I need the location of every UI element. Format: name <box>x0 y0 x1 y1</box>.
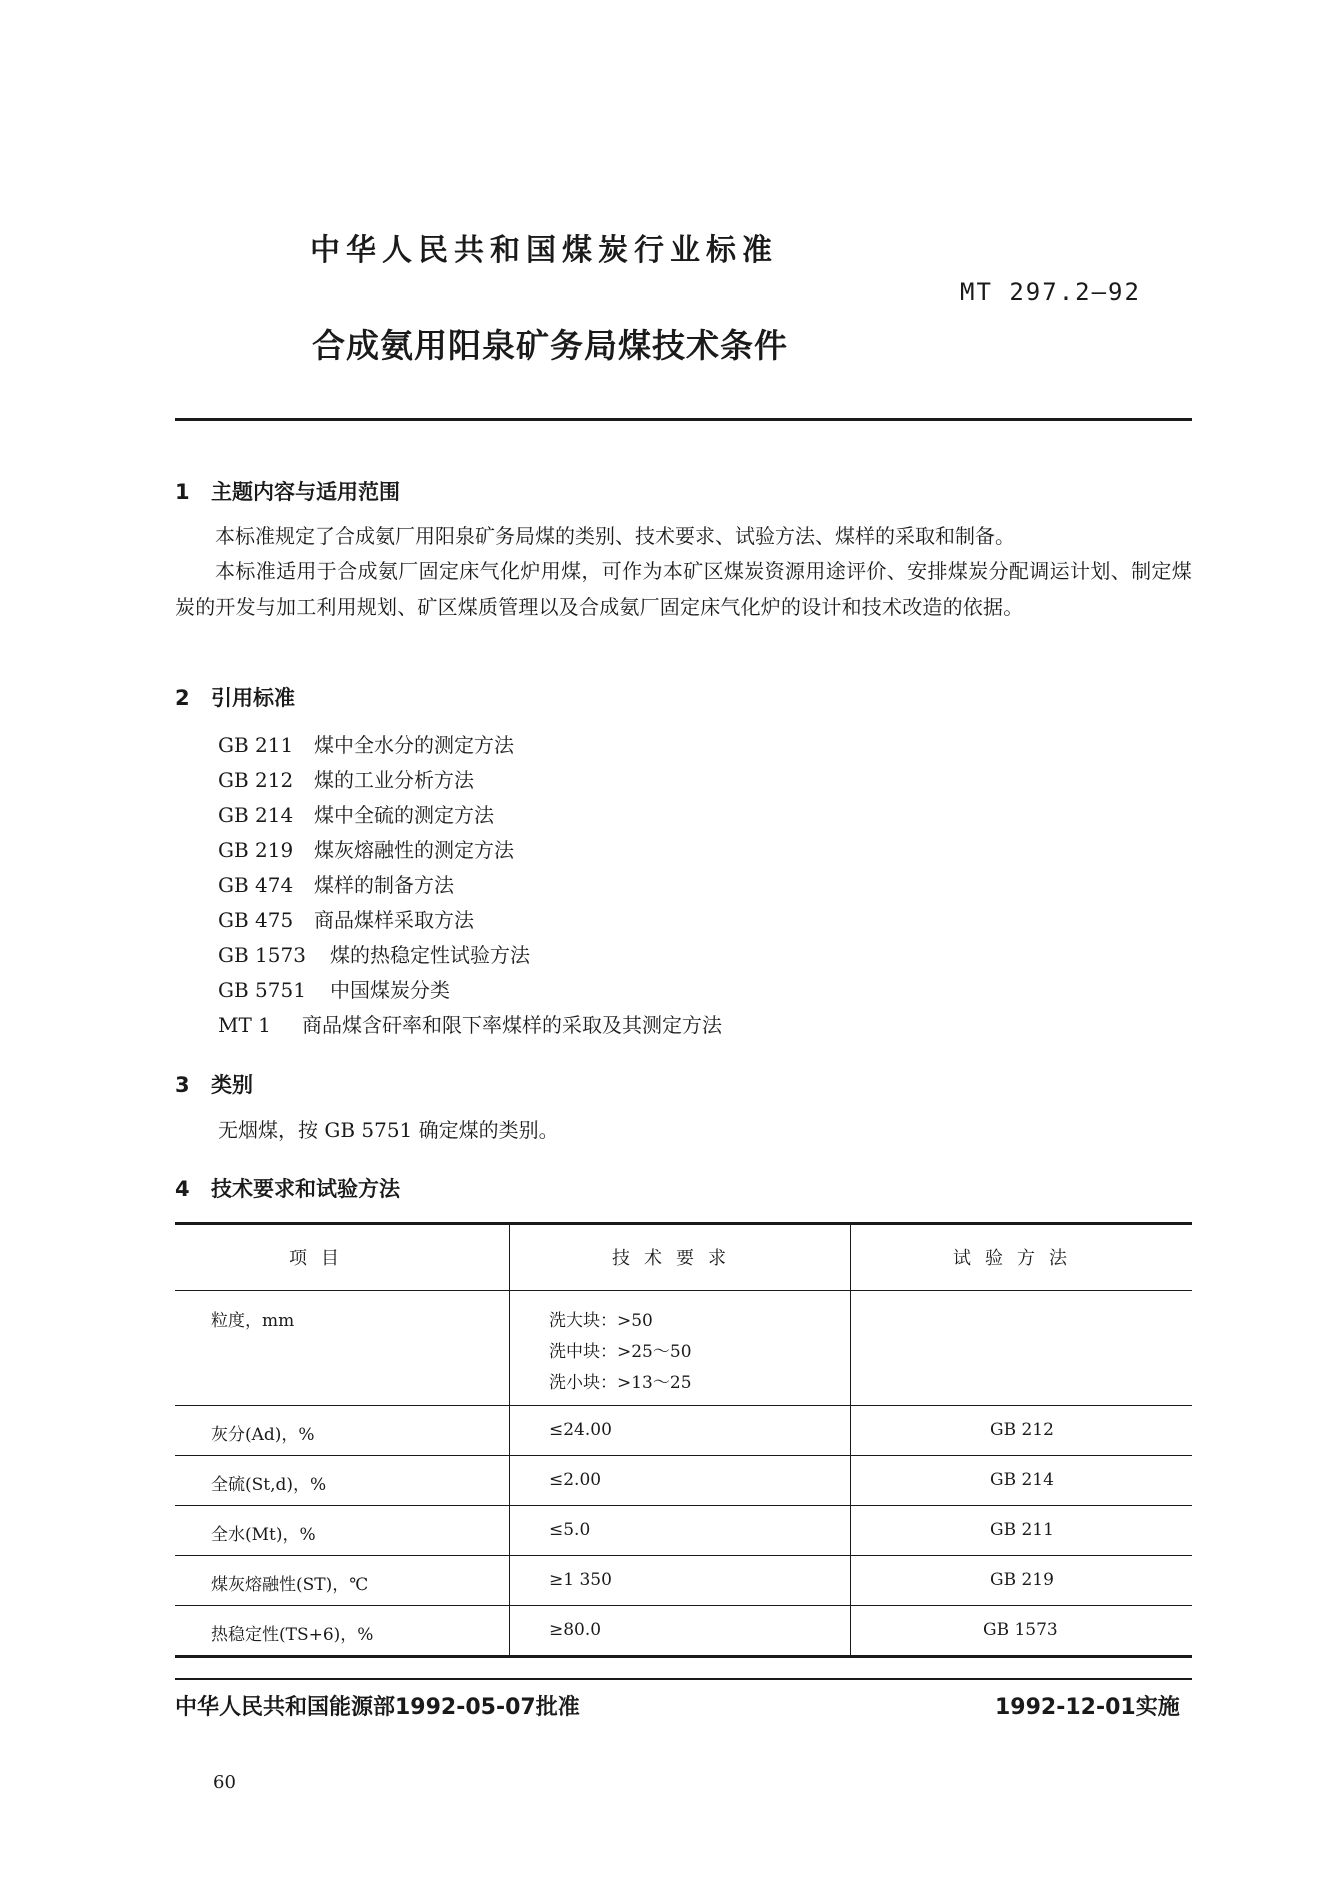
reference-item <box>218 973 722 1008</box>
table-row-divider <box>175 1455 1192 1456</box>
reference-item <box>218 903 722 938</box>
reference-name: 中国煤炭分类 <box>330 978 450 1002</box>
reference-item <box>218 1008 722 1043</box>
reference-name: 煤的热稳定性试验方法 <box>330 943 530 967</box>
table-column-divider <box>850 1222 851 1658</box>
reference-code: GB 212 <box>218 768 294 792</box>
table-cell-item: 全硫(St,d)，% <box>211 1475 327 1495</box>
header-method: 试验方法 <box>953 1248 1081 1269</box>
requirements-table <box>175 1222 1192 1658</box>
table-top-border <box>175 1222 1192 1225</box>
table-cell-requirement: 洗大块：>50 <box>549 1311 653 1331</box>
doc-title: 合成氨用阳泉矿务局煤技术条件 <box>312 326 788 365</box>
section-2-heading <box>175 682 295 712</box>
reference-code: MT 1 <box>218 1013 271 1037</box>
reference-name: 商品煤含矸率和限下率煤样的采取及其测定方法 <box>302 1013 722 1037</box>
reference-code: GB 214 <box>218 803 294 827</box>
header-title: 中华人民共和国煤炭行业标准 <box>310 233 778 268</box>
table-cell-requirement: ≤24.00 <box>549 1420 612 1440</box>
section-title: 类别 <box>211 1073 253 1097</box>
table-bottom-border <box>175 1655 1192 1658</box>
table-cell-item: 粒度，mm <box>211 1311 295 1331</box>
reference-list <box>218 728 722 1043</box>
table-cell-requirement: ≤2.00 <box>549 1470 602 1490</box>
reference-name: 煤中全水分的测定方法 <box>314 733 514 757</box>
reference-code: GB 475 <box>218 908 294 932</box>
table-row-divider <box>175 1505 1192 1506</box>
table-row-divider <box>175 1605 1192 1606</box>
table-cell-method: GB 219 <box>990 1570 1054 1590</box>
table-cell-method: GB 214 <box>990 1470 1054 1490</box>
section-4-heading <box>175 1173 400 1203</box>
section-number: 1 <box>175 480 190 504</box>
section-title: 技术要求和试验方法 <box>211 1177 400 1201</box>
table-row-divider <box>175 1405 1192 1406</box>
reference-name: 商品煤样采取方法 <box>314 908 474 932</box>
reference-name: 煤的工业分析方法 <box>314 768 474 792</box>
table-cell-item: 灰分(Ad)，% <box>211 1425 315 1445</box>
table-cell-method: GB 212 <box>990 1420 1054 1440</box>
header-requirement: 技术要求 <box>612 1248 740 1269</box>
section-number: 4 <box>175 1177 190 1201</box>
table-cell-requirement: 洗小块：>13～25 <box>549 1373 692 1393</box>
section-3-paragraph: 无烟煤，按 GB 5751 确定煤的类别。 <box>218 1118 559 1142</box>
reference-item <box>218 763 722 798</box>
reference-code: GB 474 <box>218 873 294 897</box>
header-item: 项目 <box>289 1248 353 1269</box>
reference-code: GB 5751 <box>218 978 306 1002</box>
table-cell-item: 全水(Mt)，% <box>211 1525 316 1545</box>
table-column-divider <box>509 1222 510 1658</box>
footer-divider <box>175 1678 1192 1680</box>
reference-name: 煤样的制备方法 <box>314 873 454 897</box>
reference-item <box>218 833 722 868</box>
table-cell-item: 热稳定性(TS+6)，% <box>211 1625 374 1645</box>
section-title: 引用标准 <box>211 686 295 710</box>
reference-item <box>218 938 722 973</box>
section-1-heading <box>175 476 400 506</box>
reference-name: 煤中全硫的测定方法 <box>314 803 494 827</box>
header-divider <box>175 418 1192 421</box>
reference-code: GB 1573 <box>218 943 306 967</box>
table-cell-requirement: 洗中块：>25～50 <box>549 1342 692 1362</box>
table-cell-requirement: ≤5.0 <box>549 1520 591 1540</box>
reference-item <box>218 868 722 903</box>
section-3-heading <box>175 1069 253 1099</box>
table-cell-requirement: ≥1 350 <box>549 1570 612 1590</box>
table-cell-requirement: ≥80.0 <box>549 1620 602 1640</box>
doc-number: MT 297.2—92 <box>960 278 1141 306</box>
table-cell-method: GB 211 <box>990 1520 1054 1540</box>
reference-item <box>218 798 722 833</box>
section-1-paragraph-2: 本标准适用于合成氨厂固定床气化炉用煤，可作为本矿区煤炭资源用途评价、安排煤炭分配调运计划、制定煤炭的开发与加工利用规划、矿区煤质管理以及合成氨厂固定床气化炉的设计和技术改造的依据。 <box>175 559 1192 619</box>
implementation-date: 1992-12-01实施 <box>995 1695 1180 1720</box>
table-cell-method: GB 1573 <box>983 1620 1058 1640</box>
table-header-divider <box>175 1290 1192 1291</box>
reference-item <box>218 728 722 763</box>
reference-name: 煤灰熔融性的测定方法 <box>314 838 514 862</box>
table-row-divider <box>175 1555 1192 1556</box>
page-number: 60 <box>213 1772 236 1793</box>
reference-code: GB 211 <box>218 733 294 757</box>
approval-line: 中华人民共和国能源部1992-05-07批准 <box>175 1695 580 1720</box>
table-cell-item: 煤灰熔融性(ST)，℃ <box>211 1575 369 1595</box>
section-1-paragraph-1: 本标准规定了合成氨厂用阳泉矿务局煤的类别、技术要求、试验方法、煤样的采取和制备。 <box>215 524 1015 548</box>
section-number: 3 <box>175 1073 190 1097</box>
section-number: 2 <box>175 686 190 710</box>
reference-code: GB 219 <box>218 838 294 862</box>
section-title: 主题内容与适用范围 <box>211 480 400 504</box>
